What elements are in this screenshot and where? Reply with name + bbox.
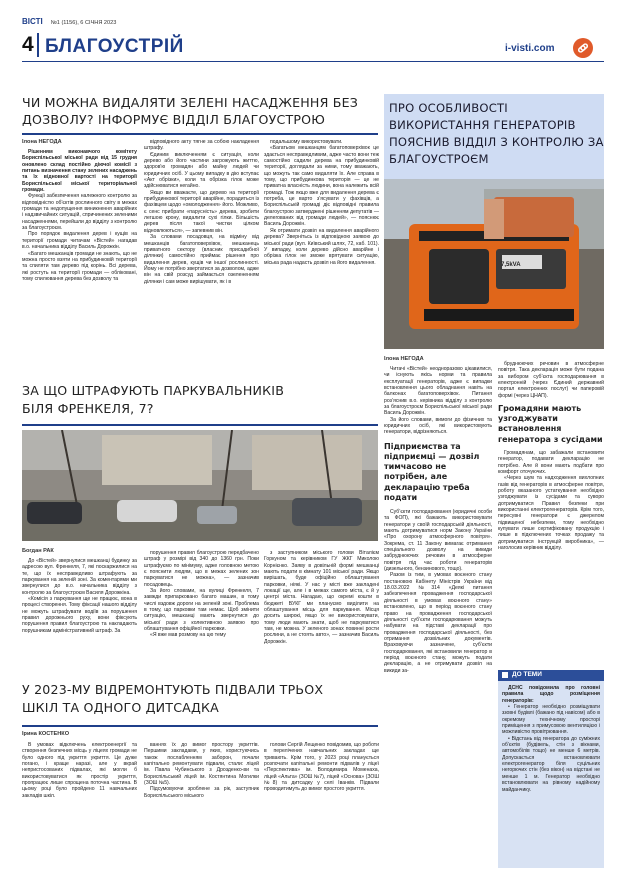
article1-c2-p4: За словами посадовця, на відміну від мешканців багатоповерхівок, мешканець приватного сектору (власник присадибної ділянки) самостійно приймає рішення про видалення дерев, кущів чи іншої рослинності. Йому не потрібно звертатися за дозволом, адже він на свій розсуд займається озелененням ділянки і сам може вирішувати, як і в	[144, 234, 259, 285]
issue-date: №1 (1156), 6 СІЧНЯ 2023	[50, 20, 117, 26]
article1-title-line2: ДОЗВОЛУ? ІНФОРМУЄ ВІДДІЛ БЛАГОУСТРОЮ	[22, 112, 326, 127]
article3-c1-p2: «Комісія з паркування ще не працює, вона в процесі створення. Тому фіксації нашого відділу не можуть штрафувати водіїв за порушення правил дорожнього руху, вони фіксують порушення правил благоустрою та накладають порушникам адміністративний штраф. За	[22, 596, 137, 634]
article4-c3-p1: голови Сергій Лещенко повідомив, що роботи в перелічених навчальних закладах ще тривають. Крім того, у 2023 році планується розпочати капітальні ремонти підвалів у ліцеї «Перспектива» ім. Володимира Моменаха, ліцей «Альта» (ЗОШ №7), ліцей «Основа» (ЗОШ №8) та дитсадку у селі Іванків. Підвали проводитимуть до вимог простого укриття.	[264, 742, 379, 793]
article1-c3-p3: Як отримати дозвіл на видалення аварійного дерева? Звернітьсь із відповідною заявою до міської ради (вул. Київський шлях, 72, каб. 101). У випадку, коли дерево дійсно аварійне і обрізка гілок не зможе врятувати ситуацію, міська рада надасть дозвіл на його видалення.	[264, 227, 379, 266]
article3-column-3	[264, 550, 379, 645]
article2-author: Ілона НЕГОДА	[384, 356, 424, 362]
article1-author: Ілона НЕГОДА	[22, 139, 62, 145]
chain-link-icon	[573, 38, 593, 58]
article4-c2-p1: ваннях їх до вимог простору укриттів. Першими закладами, у яких, користуючись також послабленням заборон, почали капітально ремонтувати підвали, стали: ліцей ім. Павла Чубинського з Дрозденко-ви та Бориспільський ліцей ім. Костянтина Могилки (ЗОШ №5).	[144, 742, 259, 787]
article2-column-b	[498, 361, 604, 551]
related-box-item-2: • Відстань від генератора до суміжних об’єктів (будівель, стін з вікнами, автомобілів тощо) не менше 6 метрів. Допускається встановлювати електрогенератор біля суцільних негорючих стін (без вікон) на відстані не менше 1 м. Генератор необхідно встановлювати на рівному надійному майданчику.	[502, 735, 600, 793]
article2-title-line1: ПРО ОСОБЛИВОСТІ	[389, 101, 508, 115]
article2-column-a	[384, 366, 492, 674]
article3-column-1	[22, 558, 137, 634]
article1-c2-p2: Єдиним виключенням є ситуація, коли дерево або його частини загрожують життю, здоров'ю громадян або майну людей чи юридичних осіб. У цьому випадку в дію вступає «Акт обрізки», коли та обрізка гілок може здійснюватися негайно.	[144, 151, 259, 190]
article2-title-line4: БЛАГОУСТРОЄМ	[389, 152, 489, 166]
masthead	[22, 9, 116, 28]
article3-c1-p1: До «Вістей» звернулися мешканці будинку за адресою вул. Френкеля, 7, які поскаржилися на те, що їх несправедливо штрафують за паркування на зеленій зоні. За коментарями ми звернулися до в.о. начальника відділу з контролю за благоустроєм Василя Дорожкіна.	[22, 558, 137, 596]
article4-column-2	[144, 742, 259, 799]
article3-c2-p3: «Я вже мав розмову на цю тему	[150, 632, 226, 639]
article1-c1-p3: «Багато мешканців громади не знають, що не можна просто взяти на прибудинковій території та спиляти там дерево під корінь. Всі дерева, які ростуть на території громади — обліковані, тому спилювання дерева без дозволу та	[22, 250, 137, 282]
article2-subhead-a: Підприємства та підприємці — дозвіл тимчасово не потрібен, але декларацію треба подати	[384, 441, 480, 502]
article2-b-p2: Громадянам, що забажали встановити генератор, подавати декларацію не потрібно. Але й вони мають подбати про комфорт оточуючих.	[498, 449, 604, 475]
article1-lead: Рішенням виконавчого комітету Бориспільської міської ради від 15 грудня оновлено склад постійно діючої комісії з питань визначення стану зелених насаджень та їх відновної вартості на території Бориспільської міської територіальної громади.	[22, 149, 137, 194]
article1-headline	[22, 94, 358, 128]
generator-label: 7,5kVA	[501, 262, 521, 268]
article3-c2-p1: порушення правил благоустрою передбачено штраф у розмірі від 340 до 1360 грн. Поки штрафуємо по мінімуму, адже головною метою є пояснити людям, що в межах зелених зон паркуватися не можна», — зазначив посадовець.	[144, 550, 259, 588]
parking-photo	[22, 430, 378, 541]
page-number: 4	[22, 33, 34, 56]
article2-a-p3: Суб’єкти господарювання (юридичні особи та ФОП), які бажають використовувати генератори у своїй господарській діяльності, мають дотримуватися норм Закону України «Про охорону атмосферного повітря». Зокрема, ст. 11 Закону вимагає отримання спеціального дозволу на викиди забруднюючих речовин в атмосферне повітря під час роботи генераторів (дизельного, бензинового, тощо).	[384, 509, 492, 573]
article1-c2-p3: Якщо ви вважаєте, що дерево на території прибудинкової території аварійне, порадиться із фахівцем щодо «омолодження» його. Можливо, є сенс прибрати «парусність» дерева, зробити легшою крону, видалити сухі гілки. Більшість дерев після такої чистки цілком відновлюються», — запевнив він.	[144, 189, 259, 234]
related-box	[498, 670, 604, 868]
link-icon[interactable]	[573, 38, 593, 58]
article2-a-p4: Разом із тим, в умовах воєнного стану постановою Кабінету Міністрів України від 18.03.2022 №314 «Деякі питання забезпечення провадження господарської діяльності в умовах воєнного стану» встановлено, що в період воєнного стану право на провадження господарської діяльності суб’єкти господарювання можуть набувати на підставі декларації про провадження господарської діяльності, без отримання дозвільних документів. Враховуючи зазначене, суб’єкти господарювання, які встановили генератор в період воєнного стану, можуть подати декларацію, а не отримувати дозвіл на викиди за-	[384, 572, 492, 674]
article1-c1-p1: Функції забезпечення належного контролю за відповідністю об'єктів рослинного світу в межах громади та недопущення виникнення аварійних і надзвичайних ситуацій, спричинених зеленими насадженнями, перейшли до відділу з контролю за благоустроєм.	[22, 193, 137, 232]
generator-illustration	[384, 179, 604, 349]
article4-column-3	[264, 742, 379, 793]
article3-title-line2: БІЛЯ ФРЕНКЕЛЯ, 7?	[22, 401, 154, 416]
article1-column-3	[264, 139, 379, 266]
article4-title-line2: ШКІЛ ТА ОДНОГО ДИТСАДКА	[22, 700, 219, 715]
article2-subhead-b: Громадяни мають узгоджувати встановлення генератора з сусідами	[498, 404, 603, 444]
article4-author: Ірина КОСТЕНКО	[22, 731, 70, 737]
article2-title-line2: ВИКОРИСТАННЯ ГЕНЕРАТОРІВ	[389, 118, 576, 132]
article3-author: Богдан РАК	[22, 548, 54, 554]
parking-illustration	[22, 430, 378, 541]
article2-headline-box	[384, 94, 604, 179]
article2-a-p1: Читачі «Вістей» неодноразово цікавилися, чи існують якісь норми та правила експлуатації генераторів, адже є випадки встановлення цього обладнання навіть на балконах багатоповерхівок. Питання роз’яснив в.о. керівника відділу з контролю за благоустроєм Бориспільської міської ради Василь Дорожкін.	[384, 366, 492, 417]
article2-a-p2: За його словами, вимоги до фізичних та юридичних осіб, які використовують генератори, відрізняються.	[384, 416, 492, 436]
related-box-title: ДО ТЕМИ	[512, 671, 542, 678]
article1-c1-p2: Про порядок видалення дерев і кущів на території громади читачам «Вістей» нагадав в.о. начальника відділу Василь Дорожкін.	[22, 231, 137, 251]
article1-rule	[22, 133, 378, 135]
masthead-logo: ВІСТІ	[22, 17, 43, 26]
related-box-lead: ДСНС повідомила про головні правила щодо розміщення генераторів:	[502, 685, 600, 704]
article3-title-line1: ЗА ЩО ШТРАФУЮТЬ ПАРКУВАЛЬНИКІВ	[22, 383, 285, 398]
article1-c3-p2: «Багатьом мешканцям багатоповерхівок це здається несправедливим, адже часто вони теж самостійно садили дерева на прибудинковій території, доглядали за ними, тому вважають, що можуть так само видаляти їх. Але справа в тому, що прибудинкова територія — це не приватна власність людини, вона належить всій громаді. Тож якщо вже для видалення дерева є потреба, це варто з’ясувати у фахівців, а Бориспільській громаді діє відповідні правила благоустрою затверджені рішенням депутатів — делегованих від громади людей», — пояснює Василь Дорожкін.	[264, 145, 379, 228]
article4-title-line1: У 2023-МУ ВІДРЕМОНТУЮТЬ ПІДВАЛИ ТРЬОХ	[22, 682, 324, 697]
header-rule	[22, 61, 604, 62]
article4-column-1	[22, 742, 137, 799]
article3-headline	[22, 382, 284, 418]
section-divider	[37, 33, 39, 57]
article2-title-line3: ПОЯСНИВ ВІДДІЛ З КОНТРОЛЮ ЗА	[389, 135, 604, 149]
article4-rule	[22, 725, 378, 727]
article1-column-1	[22, 149, 137, 282]
article4-headline	[22, 681, 323, 717]
article3-rule	[22, 424, 378, 426]
article1-c3-p1: подальшому використовувати.	[270, 139, 343, 145]
related-box-icon	[502, 672, 508, 678]
article2-b-p3: «Через шум та надходження вихлопних газів від генераторів в атмосферне повітря, роботу вказаного устаткування необхідно узгоджувати із сусідами та суворо дотримуватися Правил безпеки при використанні електрогенераторів. Крім того, пересувні генератори є джерелом підвищеної небезпеки, тому необхідно купувати лише сертифіковану продукцію і лише в підключених точках продажу та дотримуватися інструкцій виробника», — наголосив керівник відділу.	[498, 475, 604, 552]
article3-c3-p1: з заступником міського голови Віталієм Горкуном та керівником ГУ ЖКГ Миколою Корнієнко. Заяву в довільній формі мешканці мають подати в кімнату 101 міської ради. Якщо вирішать, буде офіційно облаштування парковки, ніякі. У нас у місті вже закладені локації ще, але і в межах самого міста, є й у центрі міста. Нагадаю, що окремі кошти в бюджеті ВУКГ ми плануємо виділити на облаштування місць для паркування. Місця досить широкі, якщо їх не використовувати, тому люди мають знати, щоб не паркуватися там, не можна. У зеленого зонах повинні рости рослини, а не стоять авто», — зазначив Василь Дорожкін.	[264, 550, 379, 645]
article3-c2-p2: За його словами, на вулиці Френкеля, 7 завжди припарковано багато машин, в тому числі вздовж дороги на зеленій зоні. Проблема в тому, що парковки там немає. Щоб змінити ситуацію, мешканці мають звернутися до міської ради з колективною заявою про облаштування офіційної парковки.	[144, 588, 259, 633]
article1-title-line1: ЧИ МОЖНА ВИДАЛЯТИ ЗЕЛЕНІ НАСАДЖЕННЯ БЕЗ	[22, 95, 359, 110]
related-box-header	[498, 670, 604, 681]
site-url[interactable]: i-visti.com	[505, 43, 555, 54]
related-box-item-1: • Генератор необхідно розміщувати ззовні будівлі (бажано під навісом) або в окремому технічному просторі приміщення з примусовою вентиляцією і можливістю провітрювання.	[502, 704, 600, 736]
related-box-body	[502, 685, 600, 793]
article2-b-p1: бруднюючих речовин в атмосферне повітря. Така декларація може бути подана за вибором суб’єкта господарювання в електронній (через Єдиний державний портал електронних послуг) чи паперовій формі (через ЦНАП).	[498, 361, 604, 399]
article1-column-2	[144, 139, 259, 285]
article4-c2-p2: Підсумовуючи зроблене за рік, заступник Бориспільського міського	[144, 786, 259, 799]
article4-c1-p1: В умовах відключень електроенергії та створення безпечних місць у ліцеях громади не було одного під укриття укриття. Це дуже погано, і краще наразі, але у вкрай непристосованих підвалах, які могли б використовуватися як простір укриття, пропрацює лише спрощена поточна частина. В цьому році було пройдено 11 навчальних закладів шкіл.	[22, 742, 137, 799]
article1-c2-p1: відповідного акту тягне за собою накладення штрафу.	[144, 139, 259, 152]
generator-photo	[384, 179, 604, 349]
section-title: БЛАГОУСТРІЙ	[45, 36, 184, 57]
article3-column-2	[144, 550, 259, 639]
